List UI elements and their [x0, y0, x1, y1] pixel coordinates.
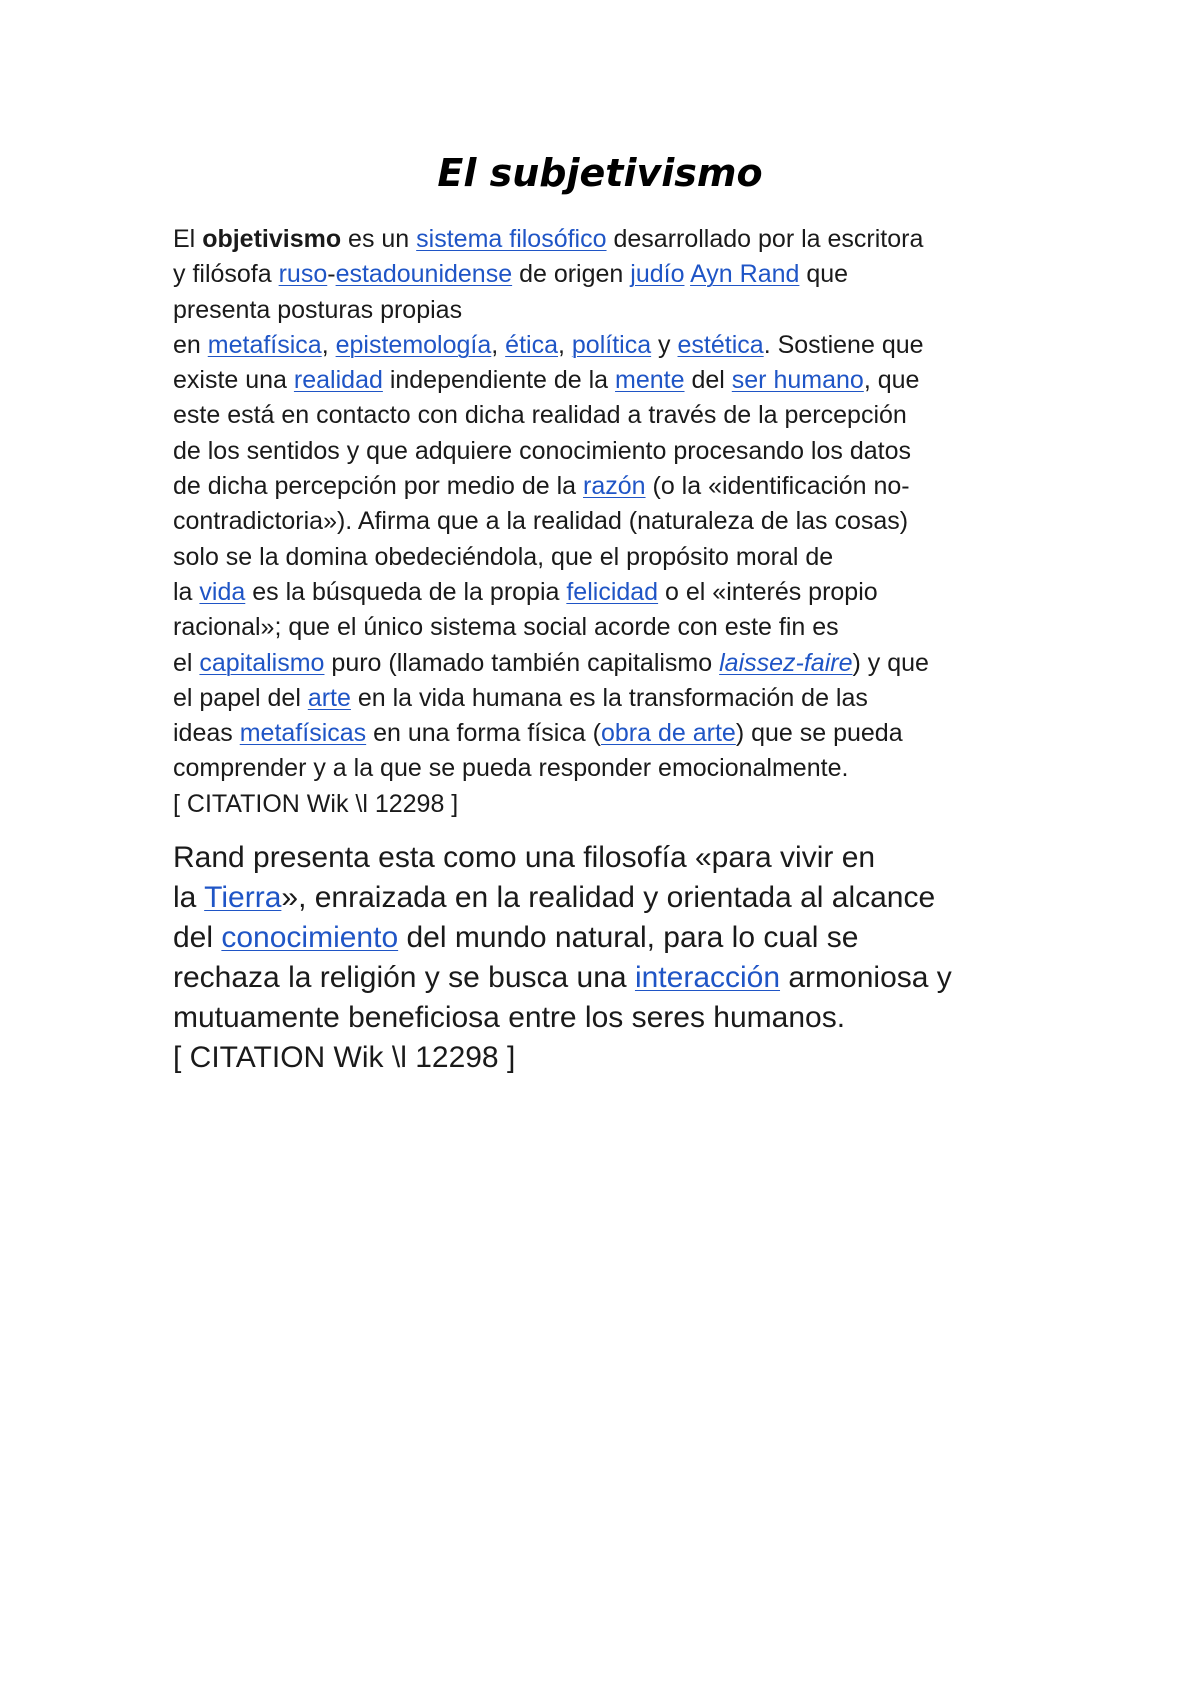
hyperlink[interactable]: vida	[199, 577, 246, 606]
text-line	[173, 469, 1043, 504]
text-run: ,	[491, 330, 506, 359]
text-line	[173, 434, 1043, 469]
hyperlink[interactable]: felicidad	[566, 577, 659, 606]
text-run: que	[799, 260, 849, 289]
hyperlink[interactable]: estética	[677, 330, 764, 359]
text-run: es la búsqueda de la propia	[245, 577, 567, 606]
hyperlink[interactable]: razón	[583, 472, 646, 501]
text-run: presenta posturas propias	[173, 295, 463, 324]
text-run: de dicha percepción por medio de la	[173, 472, 583, 501]
text-line	[173, 575, 1043, 610]
hyperlink[interactable]: ser humano	[731, 366, 864, 395]
text-run: . Sostiene que	[763, 330, 924, 359]
text-run: del mundo natural, para lo cual se	[398, 921, 859, 954]
text-run: del	[684, 366, 732, 395]
text-run: este está en contacto con dicha realidad a través de la percepción	[173, 401, 907, 430]
hyperlink[interactable]: metafísicas	[239, 719, 367, 748]
hyperlink[interactable]: estadounidense	[335, 260, 513, 289]
text-line	[173, 293, 1043, 328]
text-run: », enraizada en la realidad y orientada al alcance	[281, 881, 936, 914]
hyperlink[interactable]: ruso	[278, 260, 328, 289]
hyperlink[interactable]: interacción	[634, 961, 781, 994]
text-line	[173, 646, 1043, 681]
paragraph-objetivismo	[173, 222, 1043, 822]
text-line	[173, 787, 1043, 822]
hyperlink[interactable]: Ayn Rand	[690, 260, 800, 289]
text-run: el	[173, 648, 200, 677]
text-run: mutuamente beneficiosa entre los seres humanos.	[173, 1001, 846, 1034]
text-run: solo se la domina obedeciéndola, que el propósito moral de	[173, 542, 834, 571]
text-run: El	[173, 225, 203, 253]
text-line	[173, 998, 1043, 1038]
text-run: [ CITATION Wik \l 12298 ]	[173, 1041, 516, 1074]
text-run: y	[651, 330, 678, 359]
paragraph-rand	[173, 838, 1043, 1078]
text-run: existe una	[173, 366, 294, 395]
hyperlink[interactable]: arte	[307, 683, 351, 712]
hyperlink[interactable]: mente	[615, 366, 685, 395]
text-line	[173, 751, 1043, 786]
hyperlink[interactable]: laissez-faire	[719, 648, 853, 677]
text-line	[173, 257, 1043, 292]
text-run: la	[173, 577, 200, 606]
text-line	[173, 504, 1043, 539]
hyperlink[interactable]: judío	[630, 260, 685, 289]
text-run: Rand presenta esta como una filosofía «para vivir en	[173, 841, 876, 874]
hyperlink[interactable]: sistema filosófico	[416, 225, 607, 253]
text-run: independiente de la	[382, 366, 616, 395]
text-run: puro (llamado también capitalismo	[324, 648, 720, 677]
text-run: ideas	[173, 719, 240, 748]
text-run: y filósofa	[173, 260, 279, 289]
hyperlink[interactable]: obra de arte	[600, 719, 736, 748]
text-line	[173, 716, 1043, 751]
text-run: comprender y a la que se pueda responder emocionalmente.	[173, 754, 849, 783]
text-run: del	[173, 921, 222, 954]
hyperlink[interactable]: capitalismo	[199, 648, 325, 677]
text-line	[173, 363, 1043, 398]
hyperlink[interactable]: ética	[505, 330, 558, 359]
text-run: ,	[321, 330, 336, 359]
text-run: [ CITATION Wik \l 12298 ]	[173, 789, 459, 818]
text-run: o el «interés propio	[658, 577, 878, 606]
bold-term: objetivismo	[202, 225, 342, 253]
text-run: rechaza la religión y se busca una	[173, 961, 635, 994]
text-run: (o la «identificación no-	[645, 472, 910, 501]
text-run: armoniosa y	[780, 961, 952, 994]
text-run: contradictoria»). Afirma que a la realidad (naturaleza de las cosas)	[173, 507, 909, 536]
text-run: es un	[341, 225, 417, 253]
document-title: El subjetivismo	[437, 151, 763, 195]
hyperlink[interactable]: metafísica	[207, 330, 322, 359]
text-line	[173, 918, 1043, 958]
text-run: racional»; que el único sistema social acorde con este fin es	[173, 613, 839, 642]
text-line	[173, 681, 1043, 716]
text-run: la	[173, 881, 205, 914]
text-line	[173, 398, 1043, 433]
text-run: de los sentidos y que adquiere conocimiento procesando los datos	[173, 436, 911, 465]
text-line	[173, 222, 1043, 257]
text-line	[173, 540, 1043, 575]
text-run: ,	[557, 330, 572, 359]
hyperlink[interactable]: política	[571, 330, 652, 359]
text-run: en la vida humana es la transformación de las	[350, 683, 868, 712]
hyperlink[interactable]: Tierra	[204, 881, 282, 914]
text-run: ) que se pueda	[735, 719, 903, 748]
hyperlink[interactable]: conocimiento	[221, 921, 399, 954]
hyperlink[interactable]: epistemología	[335, 330, 492, 359]
text-line	[173, 610, 1043, 645]
text-run: en	[173, 330, 208, 359]
text-line	[173, 328, 1043, 363]
text-run: el papel del	[173, 683, 308, 712]
text-run: en una forma física (	[366, 719, 601, 748]
text-line	[173, 838, 1043, 878]
text-line	[173, 1038, 1043, 1078]
text-run: -	[327, 260, 336, 289]
hyperlink[interactable]: realidad	[293, 366, 383, 395]
text-line	[173, 878, 1043, 918]
text-line	[173, 958, 1043, 998]
text-run: desarrollado por la escritora	[606, 225, 924, 253]
text-run: , que	[863, 366, 920, 395]
text-run: ) y que	[852, 648, 929, 677]
text-run: de origen	[512, 260, 631, 289]
